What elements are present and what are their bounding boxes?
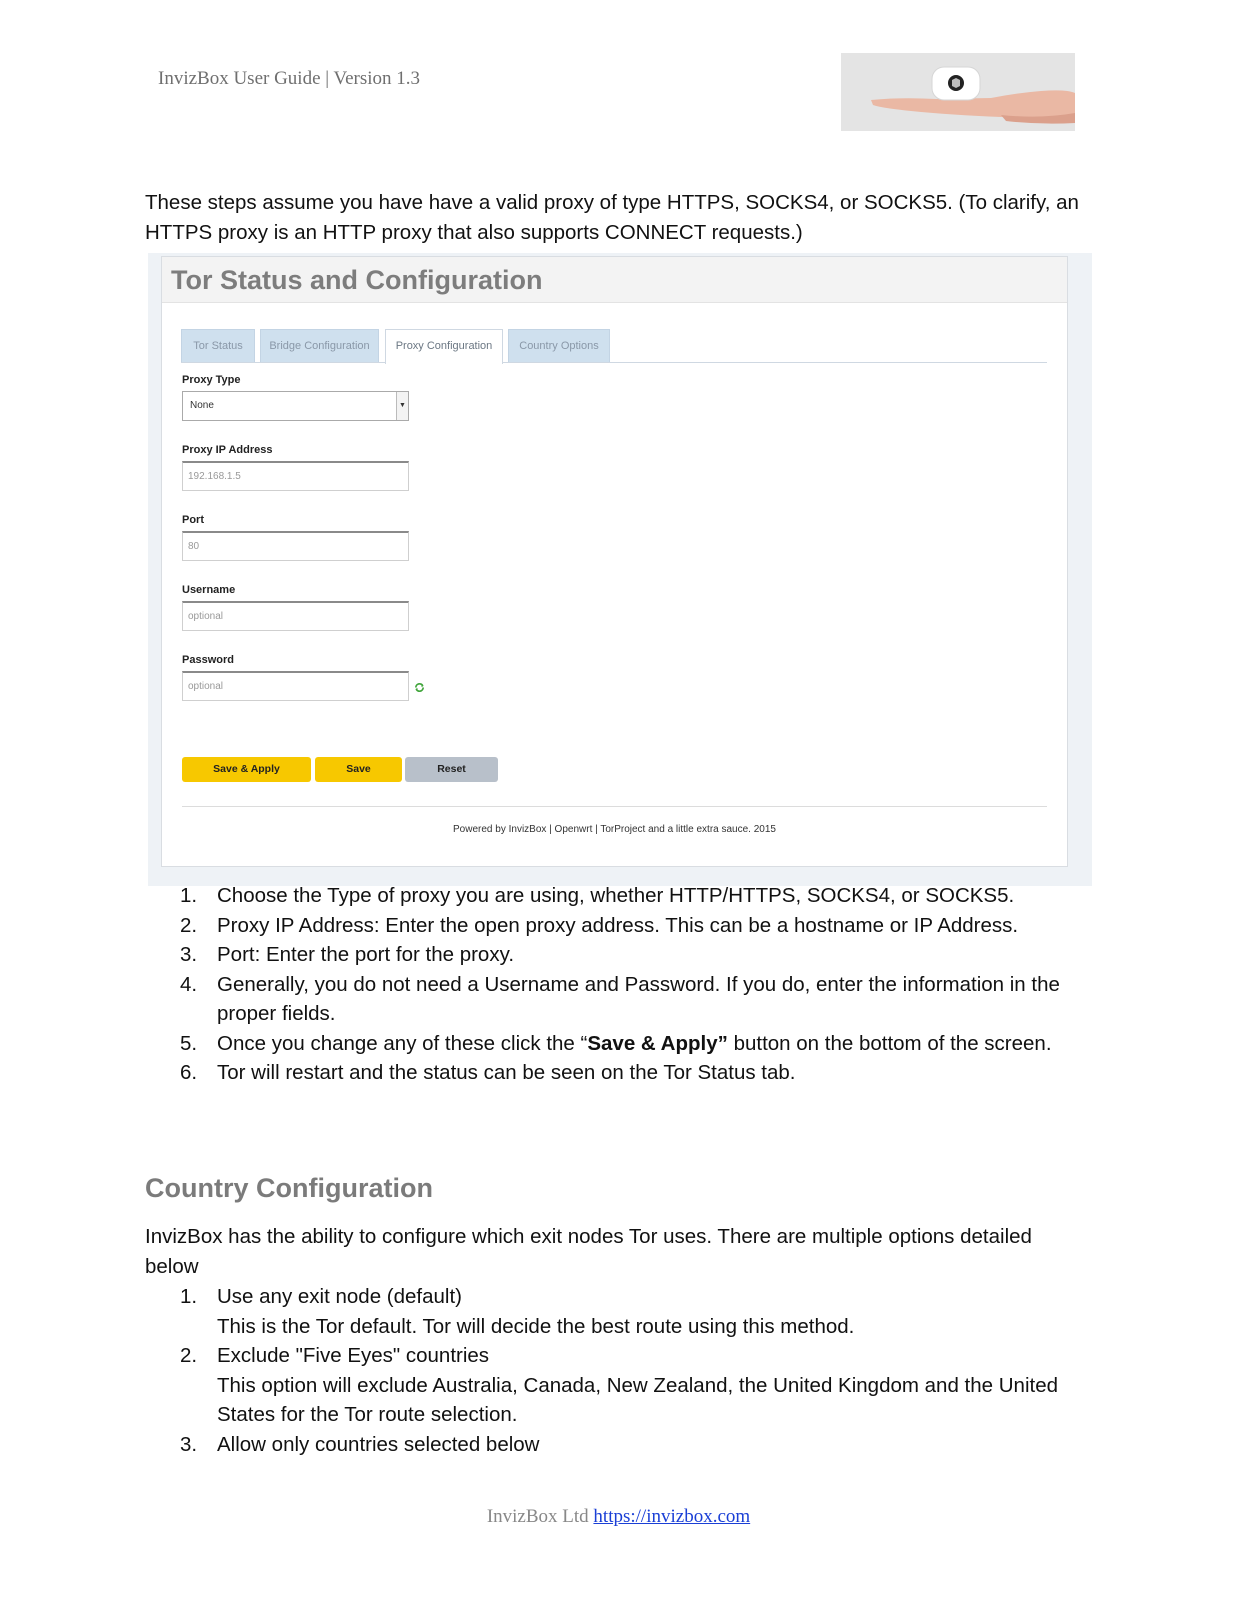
list-number: 3. xyxy=(180,1432,198,1456)
list-number: 2. xyxy=(180,913,198,937)
list-text: Proxy IP Address: Enter the open proxy address. This can be a hostname or IP Address. xyxy=(217,913,1019,937)
list-title: Exclude "Five Eyes" countries xyxy=(217,1344,490,1367)
header-photo-hand-holding-device xyxy=(841,53,1075,131)
list-item xyxy=(180,1430,1090,1460)
proxy-ip-label: Proxy IP Address xyxy=(182,444,273,456)
list-item xyxy=(180,970,1090,1029)
list-number: 4. xyxy=(180,972,198,996)
proxy-type-select[interactable] xyxy=(182,391,409,421)
hand-device-illustration xyxy=(841,53,1075,131)
select-arrow-icon: ▼ xyxy=(396,392,408,420)
password-label: Password xyxy=(182,654,234,666)
footer-link[interactable]: https://invizbox.com xyxy=(593,1506,751,1527)
port-input[interactable]: 80 xyxy=(182,531,409,561)
username-label: Username xyxy=(182,584,236,596)
list-item xyxy=(180,1029,1090,1059)
tab-country-options[interactable]: Country Options xyxy=(508,329,610,362)
list-detail: This is the Tor default. Tor will decide the best route using this method. xyxy=(217,1314,855,1338)
intro-paragraph: These steps assume you have have a valid proxy of type HTTPS, SOCKS4, or SOCKS5. (To clarify, an HTTPS proxy is an HTTP proxy that also supports CONNECT requests.) xyxy=(145,191,1079,244)
section-heading-country: Country Configuration xyxy=(145,1173,433,1203)
panel-footer: Powered by InvizBox | Openwrt | TorProject and a little extra sauce. 2015 xyxy=(453,824,776,835)
list-number: 6. xyxy=(180,1061,198,1084)
list-item xyxy=(180,1341,1090,1430)
country-options-list xyxy=(180,1282,1090,1459)
proxy-type-label: Proxy Type xyxy=(182,374,241,386)
config-panel xyxy=(161,256,1068,867)
port-label: Port xyxy=(182,514,204,526)
list-text-before: Once you change any of these click the “ xyxy=(217,1031,588,1055)
list-number: 2. xyxy=(180,1344,198,1367)
save-apply-button[interactable]: Save & Apply xyxy=(182,757,311,782)
reveal-password-icon[interactable] xyxy=(414,682,425,693)
list-number: 1. xyxy=(180,1285,198,1308)
list-text: Choose the Type of proxy you are using, whether HTTP/HTTPS, SOCKS4, or SOCKS5. xyxy=(217,884,1015,907)
list-text: Port: Enter the port for the proxy. xyxy=(217,943,515,966)
list-number: 1. xyxy=(180,884,198,907)
tab-bridge-configuration[interactable]: Bridge Configuration xyxy=(260,329,379,362)
footer-company: InvizBox Ltd xyxy=(486,1506,589,1527)
embedded-screenshot xyxy=(148,253,1092,886)
password-input[interactable]: optional xyxy=(182,671,409,701)
reset-button[interactable]: Reset xyxy=(405,757,498,782)
tab-tor-status[interactable]: Tor Status xyxy=(181,329,255,362)
list-item xyxy=(180,940,1090,970)
list-item xyxy=(180,881,1090,911)
list-detail: This option will exclude Australia, Canada, New Zealand, the United Kingdom and the United States for the Tor route selection. xyxy=(217,1373,1058,1426)
country-intro: InvizBox has the ability to configure which exit nodes Tor uses. There are multiple options detailed below xyxy=(145,1225,1032,1278)
save-button[interactable]: Save xyxy=(315,757,402,782)
list-text-after: button on the bottom of the screen. xyxy=(727,1031,1052,1055)
page-footer xyxy=(0,1506,1237,1528)
list-item xyxy=(180,911,1090,941)
panel-title: Tor Status and Configuration xyxy=(171,265,543,295)
username-input[interactable]: optional xyxy=(182,601,409,631)
proxy-steps-list xyxy=(180,881,1090,1088)
list-title: Use any exit node (default) xyxy=(217,1285,462,1308)
list-title: Allow only countries selected below xyxy=(217,1432,540,1456)
list-text: Tor will restart and the status can be seen on the Tor Status tab. xyxy=(217,1061,796,1084)
list-item xyxy=(180,1282,1090,1341)
panel-titlebar xyxy=(162,257,1067,303)
tab-bar xyxy=(181,329,1047,363)
tab-proxy-configuration[interactable]: Proxy Configuration xyxy=(385,329,503,364)
footer-divider xyxy=(182,806,1047,807)
list-text-bold: Save & Apply” xyxy=(587,1031,728,1055)
header-title: InvizBox User Guide | Version 1.3 xyxy=(158,68,421,89)
list-text: Generally, you do not need a Username and Password. If you do, enter the information in the proper fields. xyxy=(217,972,1060,1025)
proxy-ip-input[interactable]: 192.168.1.5 xyxy=(182,461,409,491)
list-number: 5. xyxy=(180,1031,198,1055)
list-number: 3. xyxy=(180,943,198,966)
list-item xyxy=(180,1058,1090,1088)
proxy-type-value: None xyxy=(190,400,214,411)
